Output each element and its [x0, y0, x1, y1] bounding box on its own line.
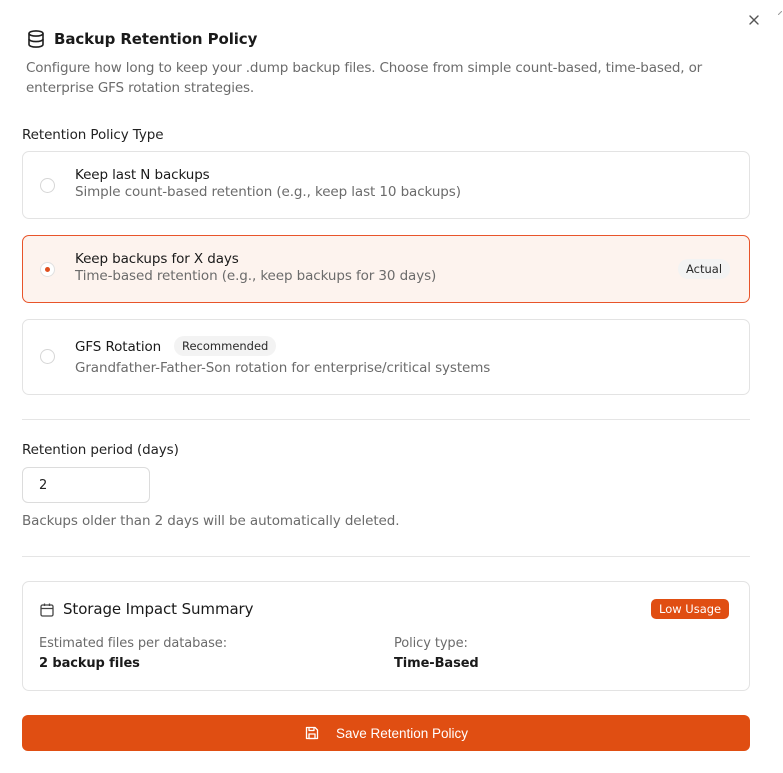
- close-icon: [749, 15, 759, 25]
- policy-type-key: Policy type:: [394, 636, 468, 651]
- close-button[interactable]: [745, 11, 763, 29]
- calendar-icon: [39, 602, 55, 618]
- policy-type-value: Time-Based: [394, 656, 479, 671]
- retention-hint: Backups older than 2 days will be automatically deleted.: [22, 513, 400, 529]
- radio-keep-x-days[interactable]: [40, 262, 55, 277]
- radio-selected-dot: [45, 267, 50, 272]
- actual-badge: Actual: [678, 259, 730, 279]
- save-retention-policy-button[interactable]: [22, 715, 750, 751]
- retention-period-label: Retention period (days): [22, 442, 179, 458]
- option-subtitle: Grandfather-Father-Son rotation for enterprise/critical systems: [75, 360, 491, 376]
- option-subtitle: Simple count-based retention (e.g., keep last 10 backups): [75, 184, 461, 200]
- database-icon: [26, 29, 46, 49]
- estimated-files-value: 2 backup files: [39, 656, 140, 671]
- option-title: GFS Rotation: [75, 339, 162, 355]
- radio-keep-last-n[interactable]: [40, 178, 55, 193]
- divider: [22, 556, 750, 557]
- option-keep-x-days[interactable]: [22, 235, 750, 303]
- recommended-badge: Recommended: [174, 336, 276, 356]
- estimated-files-label: Estimated files per database:: [39, 636, 227, 651]
- divider: [22, 419, 750, 420]
- option-title: Keep last N backups: [75, 167, 210, 183]
- option-title: Keep backups for X days: [75, 251, 239, 267]
- save-button-label: Save Retention Policy: [335, 725, 469, 741]
- edge-mark: [778, 0, 782, 4]
- save-icon: [304, 725, 320, 741]
- storage-impact-summary: [22, 581, 750, 691]
- policy-type-label: Retention Policy Type: [22, 127, 164, 143]
- option-subtitle: Time-based retention (e.g., keep backups for 30 days): [75, 268, 437, 284]
- dialog-header: [26, 29, 257, 49]
- radio-gfs-rotation[interactable]: [40, 349, 55, 364]
- option-keep-last-n[interactable]: [22, 151, 750, 219]
- option-gfs-rotation[interactable]: [22, 319, 750, 395]
- summary-title: Storage Impact Summary: [63, 600, 254, 618]
- dialog-title: Backup Retention Policy: [54, 30, 258, 48]
- low-usage-badge: Low Usage: [651, 599, 729, 619]
- dialog-description: Configure how long to keep your .dump backup files. Choose from simple count-based, time-based, or enterprise GFS rotation strategies.: [26, 60, 703, 96]
- retention-period-input[interactable]: [22, 467, 150, 503]
